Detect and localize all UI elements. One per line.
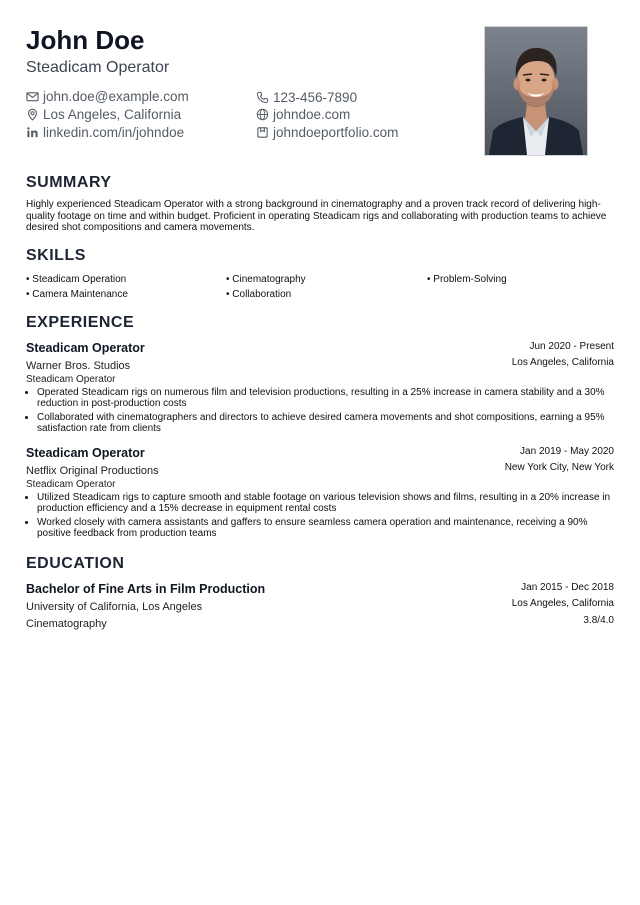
job-location: Los Angeles, California (511, 356, 614, 368)
website-text: johndoe.com (273, 107, 351, 122)
linkedin-text: linkedin.com/in/johndoe (43, 125, 185, 140)
skills-section (26, 246, 614, 303)
contact-website[interactable] (256, 106, 350, 124)
job-company: Netflix Original Productions (26, 464, 159, 477)
skills-heading: SKILLS (26, 246, 86, 264)
list-item: • Utilized Steadicam rigs to capture smooth and stable footage on various television shows and films, resulting in a 20% increase in production efficiency and a 15% decrease in equipment rental costs (37, 492, 614, 515)
location-text: Los Angeles, California (43, 107, 182, 122)
phone-text: 123-456-7890 (273, 90, 358, 105)
job-location: New York City, New York (504, 461, 614, 473)
contact-location (26, 106, 181, 124)
job-title: Steadicam Operator (26, 340, 145, 355)
phone-icon (256, 91, 269, 104)
experience-section (26, 313, 614, 540)
skills-list (26, 273, 614, 303)
skill-item: • Camera Maintenance (26, 288, 128, 300)
school-location: Los Angeles, California (511, 597, 614, 609)
job-bullets (26, 492, 614, 540)
resume-header (26, 24, 614, 164)
contact-phone[interactable] (256, 89, 357, 107)
job-role: Steadicam Operator (26, 478, 116, 490)
job-dates: Jun 2020 - Present (529, 340, 614, 352)
envelope-icon (26, 90, 39, 103)
contact-linkedin[interactable] (26, 124, 184, 142)
skill-item: • Steadicam Operation (26, 273, 127, 285)
linkedin-icon (26, 126, 39, 139)
portfolio-text: johndoeportfolio.com (273, 125, 399, 140)
education-entry (26, 580, 614, 631)
job-entry (26, 444, 614, 540)
summary-text: Highly experienced Steadicam Operator with a strong background in cinematography and a proven track record of delivering high-quality footage on time and within budget. Proficient in operating Steadicam rigs and collaborating with production teams to achieve desired shot compositions and camera movements. (26, 199, 607, 233)
contact-email[interactable] (26, 88, 189, 106)
skill-item: • Cinematography (226, 273, 306, 285)
job-title: Steadicam Operator (26, 445, 145, 460)
job-entry (26, 339, 614, 435)
resume-page (26, 24, 614, 631)
job-role: Steadicam Operator (26, 373, 116, 385)
email-text: john.doe@example.com (43, 89, 189, 104)
candidate-name: John Doe (26, 25, 145, 55)
job-dates: Jan 2019 - May 2020 (520, 445, 614, 457)
profile-photo (484, 26, 588, 156)
experience-heading: EXPERIENCE (26, 313, 135, 331)
list-item: • Operated Steadicam rigs on numerous film and television productions, resulting in a 25% increase in camera stability and a 30% reduction in post-production costs (37, 387, 614, 410)
contact-portfolio[interactable] (256, 124, 398, 142)
job-company: Warner Bros. Studios (26, 359, 131, 372)
candidate-title: Steadicam Operator (26, 59, 170, 76)
summary-section (26, 173, 614, 234)
degree-title: Bachelor of Fine Arts in Film Production (26, 581, 266, 596)
list-item: • Worked closely with camera assistants and gaffers to ensure seamless camera operation and maintenance, receiving a 90% positive feedback from production teams (37, 517, 614, 540)
skill-item: • Collaboration (226, 288, 292, 300)
portfolio-icon (256, 126, 269, 139)
globe-icon (256, 108, 269, 121)
map-pin-icon (26, 108, 39, 121)
gpa: 3.8/4.0 (583, 614, 614, 626)
job-bullets (26, 387, 614, 435)
skill-item: • Problem-Solving (427, 273, 507, 285)
education-section (26, 554, 614, 631)
summary-heading: SUMMARY (26, 174, 112, 191)
education-heading: EDUCATION (26, 554, 125, 572)
field-of-study: Cinematography (26, 617, 107, 630)
school-name: University of California, Los Angeles (26, 600, 203, 613)
education-dates: Jan 2015 - Dec 2018 (521, 581, 614, 593)
list-item: • Collaborated with cinematographers and directors to achieve desired camera movements and shot compositions, earning a 95% satisfaction rate from clients (37, 412, 614, 435)
